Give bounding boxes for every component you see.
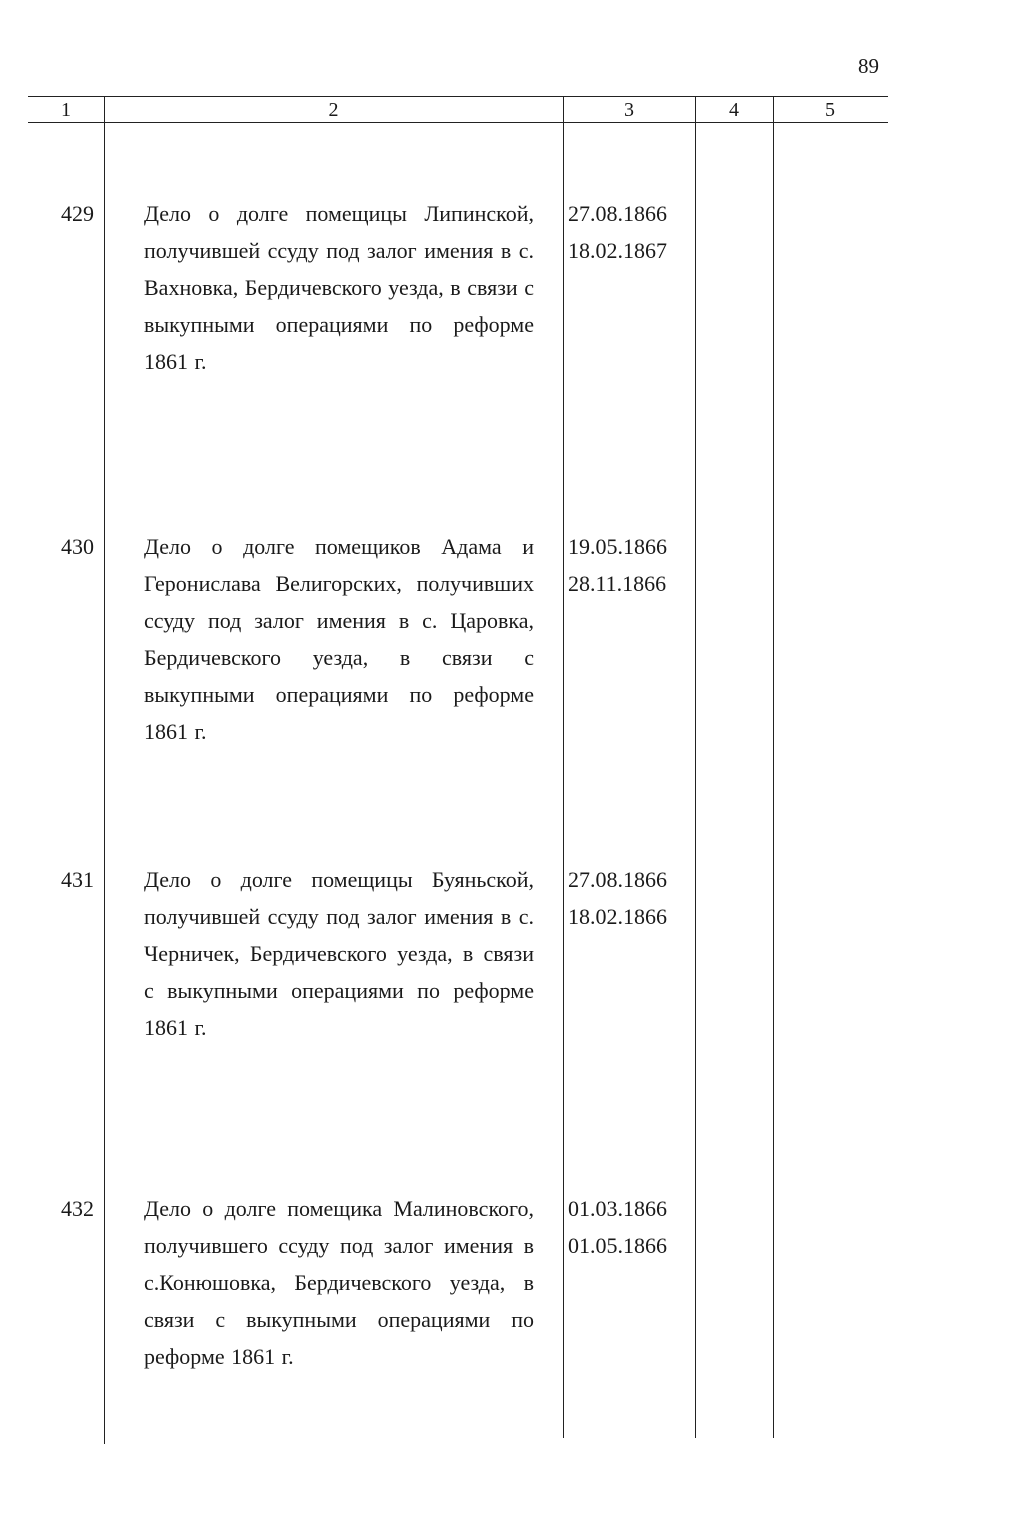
- column-header-4: 4: [729, 99, 739, 121]
- row-number: 432: [61, 1196, 94, 1221]
- date-end: 28.11.1866: [568, 571, 667, 596]
- row-description: Дело о долге помещика Малиновского, получившего ссуду под залог имения в с.Конюшовка, Бердичевского уезда, в связи с выкупными операциями по реформе 1861 г.: [144, 1196, 534, 1369]
- row-number: 430: [61, 534, 94, 559]
- row-number: 429: [61, 201, 94, 226]
- date-end: 18.02.1867: [568, 238, 667, 263]
- date-start: 01.03.1866: [568, 1196, 667, 1221]
- column-header-1: 1: [61, 99, 71, 121]
- date-end: 01.05.1866: [568, 1233, 667, 1258]
- date-start: 19.05.1866: [568, 534, 667, 559]
- date-start: 27.08.1866: [568, 201, 667, 226]
- column-header-3: 3: [624, 99, 634, 121]
- column-header-5: 5: [825, 99, 835, 121]
- column-divider-4-5: [773, 96, 774, 1438]
- row-dates: [568, 1190, 690, 1264]
- column-divider-2-3: [563, 96, 564, 1438]
- row-dates: [568, 528, 690, 602]
- row-description: Дело о долге помещицы Буяньской, получившей ссуду под залог имения в с. Черничек, Бердичевского уезда, в связи с выкупными операциями по реформе 1861 г.: [144, 867, 534, 1040]
- header-bottom-rule: [28, 122, 888, 123]
- row-dates: [568, 861, 690, 935]
- header-top-rule: [28, 96, 888, 97]
- column-header-2: 2: [328, 99, 339, 121]
- date-end: 18.02.1866: [568, 904, 667, 929]
- page-number: 89: [858, 54, 879, 78]
- row-dates: [568, 195, 690, 269]
- column-divider-3-4: [695, 96, 696, 1438]
- row-number: 431: [61, 867, 94, 892]
- date-start: 27.08.1866: [568, 867, 667, 892]
- column-divider-1-2: [104, 96, 105, 1444]
- row-description: Дело о долге помещиков Адама и Геронислава Велигорских, получивших ссуду под залог имения в с. Царовка, Бердичевского уезда, в связи с выкупными операциями по реформе 1861 г.: [144, 534, 534, 744]
- row-description: Дело о долге помещицы Липинской, получившей ссуду под залог имения в с. Вахновка, Бердичевского уезда, в связи с выкупными операциями по реформе 1861 г.: [144, 201, 534, 374]
